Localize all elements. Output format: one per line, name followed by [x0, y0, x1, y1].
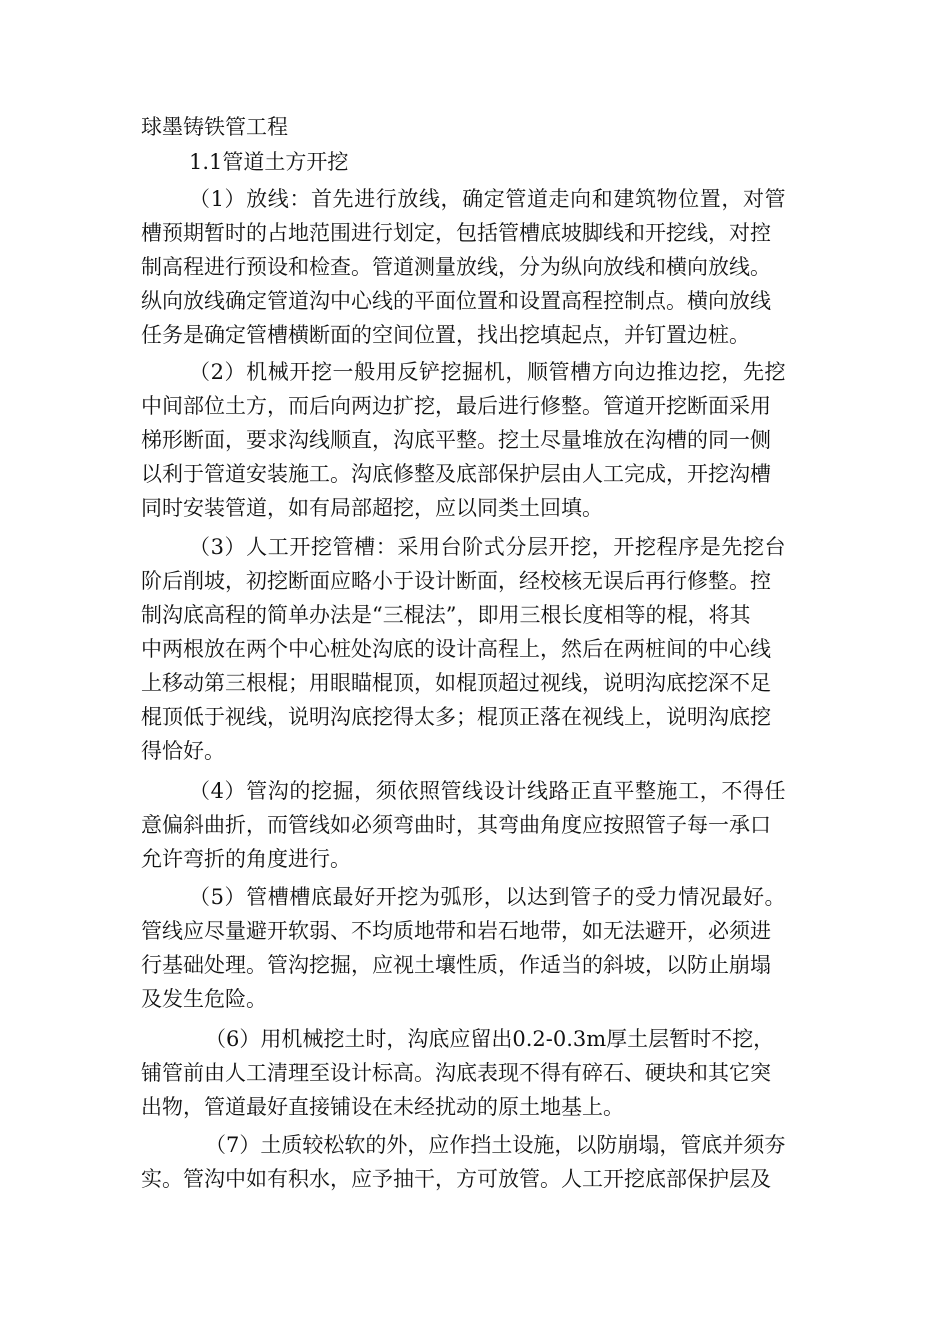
paragraph-line: 管线应尽量避开软弱、不均质地带和岩石地带，如无法避开，必须进	[141, 919, 771, 943]
paragraph-line: （4）管沟的挖掘，须依照管线设计线路正直平整施工，不得任	[189, 779, 787, 803]
paragraph-line: 意偏斜曲折，而管线如必须弯曲时，其弯曲角度应按照管子每一承口	[141, 813, 771, 837]
paragraph-line: 铺管前由人工清理至设计标高。沟底表现不得有碎石、硬块和其它突	[141, 1061, 771, 1085]
paragraph-line: 出物，管道最好直接铺设在未经扰动的原土地基上。	[141, 1095, 624, 1119]
paragraph-line: 棍顶低于视线，说明沟底挖得太多；棍顶正落在视线上，说明沟底挖	[141, 705, 771, 729]
paragraph-line: 任务是确定管槽横断面的空间位置，找出挖填起点，并钉置边桩。	[141, 323, 750, 347]
paragraph-line: 制沟底高程的简单办法是“三棍法”，即用三根长度相等的棍，将其	[141, 603, 751, 627]
paragraph-line: 纵向放线确定管道沟中心线的平面位置和设置高程控制点。横向放线	[141, 289, 771, 313]
paragraph-line: 允许弯折的角度进行。	[141, 847, 351, 871]
paragraph-line: 以利于管道安装施工。沟底修整及底部保护层由人工完成，开挖沟槽	[141, 462, 771, 486]
paragraph-line: 行基础处理。管沟挖掘，应视土壤性质，作适当的斜坡，以防止崩塌	[141, 953, 771, 977]
paragraph-line: （3）人工开挖管槽：采用台阶式分层开挖，开挖程序是先挖台	[189, 535, 787, 559]
paragraph-line: （7）土质较松软的外，应作挡土设施，以防崩塌，管底并须夯	[205, 1133, 786, 1157]
paragraph-line: 槽预期暂时的占地范围进行划定，包括管槽底坡脚线和开挖线，对控	[141, 221, 771, 245]
paragraph-line: 同时安装管道，如有局部超挖，应以同类土回填。	[141, 496, 603, 520]
paragraph-line: 实。管沟中如有积水，应予抽干，方可放管。人工开挖底部保护层及	[141, 1167, 771, 1191]
paragraph-line: （6）用机械挖土时，沟底应留出0.2-0.3m厚土层暂时不挖，	[205, 1027, 775, 1051]
paragraph-line: 及发生危险。	[141, 987, 267, 1011]
paragraph-line: 梯形断面，要求沟线顺直，沟底平整。挖土尽量堆放在沟槽的同一侧	[141, 428, 771, 452]
paragraph-line: 中间部位土方，而后向两边扩挖，最后进行修整。管道开挖断面采用	[141, 394, 771, 418]
paragraph-line: 上移动第三根棍；用眼瞄棍顶，如棍顶超过视线，说明沟底挖深不足	[141, 671, 771, 695]
paragraph-line: 中两根放在两个中心桩处沟底的设计高程上，然后在两桩间的中心线	[141, 637, 771, 661]
document-title: 球墨铸铁管工程	[141, 115, 288, 139]
paragraph-line: 阶后削坡，初挖断面应略小于设计断面，经校核无误后再行修整。控	[141, 569, 771, 593]
section-heading: 1.1管道土方开挖	[189, 150, 349, 174]
paragraph-line: （2）机械开挖一般用反铲挖掘机，顺管槽方向边推边挖，先挖	[189, 360, 787, 384]
paragraph-line: 得恰好。	[141, 739, 225, 763]
paragraph-line: 制高程进行预设和检查。管道测量放线，分为纵向放线和横向放线。	[141, 255, 771, 279]
paragraph-line: （1）放线：首先进行放线，确定管道走向和建筑物位置，对管	[189, 187, 787, 211]
paragraph-line: （5）管槽槽底最好开挖为弧形，以达到管子的受力情况最好。	[189, 885, 787, 909]
